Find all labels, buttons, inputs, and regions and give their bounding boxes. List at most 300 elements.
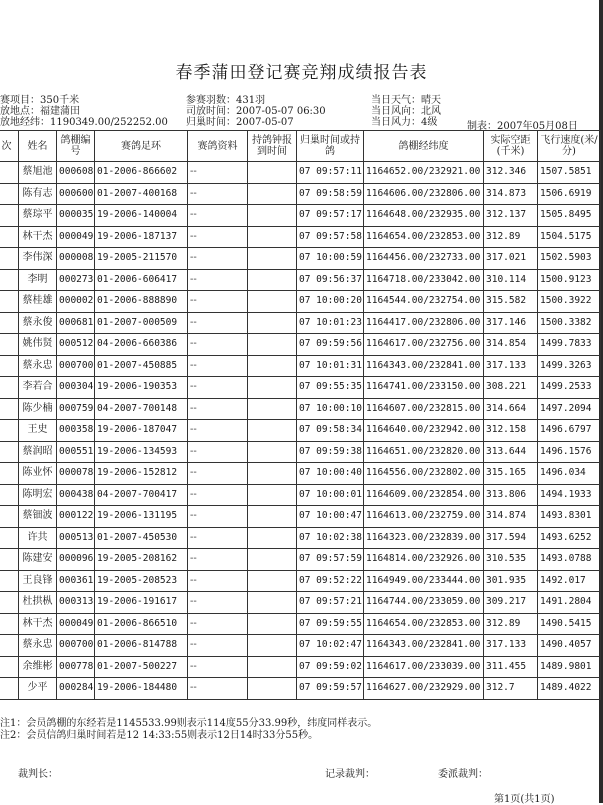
race-info-right (371, 95, 441, 128)
speed-cell: 1506.6919 (538, 183, 601, 205)
col-name: 姓名 (19, 131, 57, 162)
loft-id-cell: 000358 (57, 420, 95, 442)
loft-coords-cell: 1164741.00/233150.00 (364, 377, 484, 399)
loft-coords-cell: 1164456.00/232733.00 (364, 248, 484, 270)
name-cell: 王良锋 (19, 570, 57, 592)
loft-id-cell: 000778 (57, 656, 95, 678)
ring-cell: 19-2006-187137 (95, 226, 188, 248)
table-row (0, 377, 601, 399)
footnotes (0, 718, 377, 742)
arrival-time-cell: 07 09:59:38 (297, 441, 364, 463)
speed-cell: 1507.5851 (538, 162, 601, 184)
bird-info-cell: -- (188, 377, 248, 399)
name-cell: 林干杰 (19, 226, 57, 248)
speed-cell: 1492.017 (538, 570, 601, 592)
loft-coords-cell: 1164651.00/232820.00 (364, 441, 484, 463)
arrival-time-cell: 07 10:02:38 (297, 527, 364, 549)
arrival-time-cell: 07 09:59:57 (297, 678, 364, 700)
arrival-time-cell: 07 10:00:59 (297, 248, 364, 270)
distance-cell: 314.854 (484, 334, 538, 356)
bird-info-cell: -- (188, 592, 248, 614)
rank-cell (0, 248, 19, 270)
col-loft-id: 鸽棚编号 (57, 131, 95, 162)
table-row (0, 635, 601, 657)
bird-info-cell: -- (188, 463, 248, 485)
col-distance: 实际空距(千米) (484, 131, 538, 162)
bird-info-cell: -- (188, 162, 248, 184)
table-row (0, 420, 601, 442)
loft-coords-cell: 1164652.00/232921.00 (364, 162, 484, 184)
col-ring: 赛鸽足环 (95, 131, 188, 162)
rank-cell (0, 592, 19, 614)
bird-info-cell: -- (188, 527, 248, 549)
clock-time-cell (248, 527, 297, 549)
rank-cell (0, 183, 19, 205)
loft-coords-cell: 1164343.00/232841.00 (364, 355, 484, 377)
bird-info-cell: -- (188, 312, 248, 334)
distance-cell: 312.89 (484, 613, 538, 635)
ring-cell: 19-2006-140004 (95, 205, 188, 227)
table-maker-date: 制表：2007年05月08日 (467, 121, 578, 132)
clock-time-cell (248, 678, 297, 700)
ring-cell: 19-2005-208162 (95, 549, 188, 571)
clock-time-cell (248, 162, 297, 184)
rank-cell (0, 398, 19, 420)
loft-coords-cell: 1164613.00/232759.00 (364, 506, 484, 528)
rank-cell (0, 420, 19, 442)
loft-coords-cell: 1164343.00/232841.00 (364, 635, 484, 657)
chief-judge-signature: 裁判长： (18, 769, 58, 780)
name-cell: 陈业怀 (19, 463, 57, 485)
arrival-time-cell: 07 09:59:55 (297, 613, 364, 635)
speed-cell: 1497.2094 (538, 398, 601, 420)
loft-id-cell: 000700 (57, 355, 95, 377)
table-row (0, 398, 601, 420)
loft-coords-cell: 1164617.00/232756.00 (364, 334, 484, 356)
loft-id-cell: 000002 (57, 291, 95, 313)
table-row (0, 441, 601, 463)
ring-cell: 01-2006-866602 (95, 162, 188, 184)
name-cell: 少平 (19, 678, 57, 700)
distance-cell: 317.133 (484, 355, 538, 377)
ring-cell: 19-2006-134593 (95, 441, 188, 463)
ring-cell: 01-2007-000509 (95, 312, 188, 334)
distance-cell: 301.935 (484, 570, 538, 592)
table-row (0, 656, 601, 678)
loft-id-cell: 000700 (57, 635, 95, 657)
distance-cell: 312.89 (484, 226, 538, 248)
loft-id-cell: 000035 (57, 205, 95, 227)
ring-cell: 19-2006-190353 (95, 377, 188, 399)
rank-cell (0, 205, 19, 227)
bird-info-cell: -- (188, 570, 248, 592)
table-row (0, 678, 601, 700)
release-coordinates: 放地经纬：1190349.00/252252.00 (0, 117, 168, 128)
loft-coords-cell: 1164417.00/232806.00 (364, 312, 484, 334)
loft-id-cell: 000513 (57, 527, 95, 549)
loft-coords-cell: 1164607.00/232815.00 (364, 398, 484, 420)
speed-cell: 1493.0788 (538, 549, 601, 571)
bird-info-cell: -- (188, 506, 248, 528)
speed-cell: 1499.3263 (538, 355, 601, 377)
clock-time-cell (248, 291, 297, 313)
ring-cell: 19-2006-184480 (95, 678, 188, 700)
arrival-time-cell: 07 09:59:02 (297, 656, 364, 678)
table-row (0, 506, 601, 528)
name-cell: 李伟深 (19, 248, 57, 270)
rank-cell (0, 570, 19, 592)
loft-id-cell: 000681 (57, 312, 95, 334)
bird-info-cell: -- (188, 226, 248, 248)
name-cell: 姚伟贤 (19, 334, 57, 356)
arrival-time-cell: 07 10:00:10 (297, 398, 364, 420)
col-loft-coords: 鸽棚经纬度 (364, 131, 484, 162)
rank-cell (0, 355, 19, 377)
clock-time-cell (248, 570, 297, 592)
name-cell: 蔡永忠 (19, 635, 57, 657)
speed-cell: 1491.2804 (538, 592, 601, 614)
loft-coords-cell: 1164640.00/232942.00 (364, 420, 484, 442)
clock-time-cell (248, 484, 297, 506)
loft-coords-cell: 1164949.00/233444.00 (364, 570, 484, 592)
table-row (0, 463, 601, 485)
speed-cell: 1496.6797 (538, 420, 601, 442)
name-cell: 蔡琮平 (19, 205, 57, 227)
recorder-signature: 记录裁判： (325, 769, 375, 780)
rank-cell (0, 635, 19, 657)
loft-id-cell: 000284 (57, 678, 95, 700)
arrival-time-cell: 07 09:58:59 (297, 183, 364, 205)
arrival-time-cell: 07 09:55:35 (297, 377, 364, 399)
name-cell: 许共 (19, 527, 57, 549)
delegate-signature: 委派裁判： (438, 769, 488, 780)
rank-cell (0, 656, 19, 678)
ring-cell: 04-2006-660386 (95, 334, 188, 356)
distance-cell: 311.455 (484, 656, 538, 678)
table-row (0, 334, 601, 356)
bird-info-cell: -- (188, 420, 248, 442)
distance-cell: 312.346 (484, 162, 538, 184)
arrival-time-cell: 07 10:00:40 (297, 463, 364, 485)
speed-cell: 1489.4022 (538, 678, 601, 700)
table-row (0, 291, 601, 313)
arrival-time-cell: 07 10:01:31 (297, 355, 364, 377)
distance-cell: 312.7 (484, 678, 538, 700)
name-cell: 杜拱枞 (19, 592, 57, 614)
distance-cell: 317.021 (484, 248, 538, 270)
speed-cell: 1502.5903 (538, 248, 601, 270)
ring-cell: 01-2007-450885 (95, 355, 188, 377)
arrival-time-cell: 07 09:57:21 (297, 592, 364, 614)
clock-time-cell (248, 463, 297, 485)
name-cell: 陈建安 (19, 549, 57, 571)
rank-cell (0, 613, 19, 635)
loft-id-cell: 000273 (57, 269, 95, 291)
rank-cell (0, 334, 19, 356)
arrival-time-cell: 07 09:57:58 (297, 226, 364, 248)
distance-cell: 314.664 (484, 398, 538, 420)
clock-time-cell (248, 635, 297, 657)
speed-cell: 1504.5175 (538, 226, 601, 248)
ring-cell: 19-2005-208523 (95, 570, 188, 592)
speed-cell: 1490.4057 (538, 635, 601, 657)
rank-cell (0, 162, 19, 184)
arrival-time-cell: 07 09:57:11 (297, 162, 364, 184)
clock-time-cell (248, 441, 297, 463)
ring-cell: 01-2007-400168 (95, 183, 188, 205)
bird-info-cell: -- (188, 613, 248, 635)
ring-cell: 01-2007-500227 (95, 656, 188, 678)
distance-cell: 315.582 (484, 291, 538, 313)
ring-cell: 19-2005-211570 (95, 248, 188, 270)
loft-id-cell: 000313 (57, 592, 95, 614)
bird-info-cell: -- (188, 549, 248, 571)
table-row (0, 205, 601, 227)
name-cell: 陈少楠 (19, 398, 57, 420)
distance-cell: 309.217 (484, 592, 538, 614)
col-bird-info: 赛鸽资料 (188, 131, 248, 162)
name-cell: 蔡永忠 (19, 355, 57, 377)
results-body (0, 162, 601, 700)
release-location: 放地点：福建蒲田 (0, 106, 80, 117)
col-speed: 飞行速度(米/分) (538, 131, 601, 162)
clock-time-cell (248, 420, 297, 442)
col-clock-time: 持鸽钟报到时间 (248, 131, 297, 162)
name-cell: 陈有志 (19, 183, 57, 205)
loft-id-cell: 000078 (57, 463, 95, 485)
bird-info-cell: -- (188, 205, 248, 227)
clock-time-cell (248, 269, 297, 291)
loft-id-cell: 000049 (57, 613, 95, 635)
arrival-time-cell: 07 10:02:47 (297, 635, 364, 657)
bird-info-cell: -- (188, 398, 248, 420)
table-row (0, 248, 601, 270)
rank-cell (0, 527, 19, 549)
rank-cell (0, 549, 19, 571)
loft-coords-cell: 1164609.00/232854.00 (364, 484, 484, 506)
loft-id-cell: 000304 (57, 377, 95, 399)
distance-cell: 313.644 (484, 441, 538, 463)
distance-cell: 310.114 (484, 269, 538, 291)
arrival-time-cell: 07 09:52:22 (297, 570, 364, 592)
arrival-time-cell: 07 09:57:59 (297, 549, 364, 571)
arrival-time-cell: 07 09:59:56 (297, 334, 364, 356)
clock-time-cell (248, 656, 297, 678)
ring-cell: 19-2006-191617 (95, 592, 188, 614)
name-cell: 蔡桂雄 (19, 291, 57, 313)
race-distance: 赛项目：350千米 (0, 95, 80, 106)
loft-coords-cell: 1164648.00/232935.00 (364, 205, 484, 227)
bird-info-cell: -- (188, 678, 248, 700)
loft-id-cell: 000361 (57, 570, 95, 592)
clock-time-cell (248, 183, 297, 205)
clock-time-cell (248, 248, 297, 270)
arrival-time-cell: 07 10:01:23 (297, 312, 364, 334)
name-cell: 王史 (19, 420, 57, 442)
speed-cell: 1505.8495 (538, 205, 601, 227)
loft-coords-cell: 1164718.00/233042.00 (364, 269, 484, 291)
speed-cell: 1500.3382 (538, 312, 601, 334)
col-arrival-time: 归巢时间或持鸽 (297, 131, 364, 162)
loft-coords-cell: 1164744.00/233059.00 (364, 592, 484, 614)
release-time: 司放时间：2007-05-07 06:30 (186, 106, 326, 117)
distance-cell: 314.874 (484, 506, 538, 528)
rank-cell (0, 678, 19, 700)
return-date: 归巢时间：2007-05-07 (186, 117, 294, 128)
name-cell: 余维彬 (19, 656, 57, 678)
table-row (0, 226, 601, 248)
rank-cell (0, 291, 19, 313)
ring-cell: 01-2006-888890 (95, 291, 188, 313)
ring-cell: 01-2007-450530 (95, 527, 188, 549)
table-row (0, 162, 601, 184)
ring-cell: 04-2007-700148 (95, 398, 188, 420)
loft-id-cell: 000608 (57, 162, 95, 184)
ring-cell: 04-2007-700417 (95, 484, 188, 506)
distance-cell: 308.221 (484, 377, 538, 399)
table-row (0, 570, 601, 592)
loft-coords-cell: 1164814.00/232926.00 (364, 549, 484, 571)
table-row (0, 527, 601, 549)
ring-cell: 01-2006-866510 (95, 613, 188, 635)
distance-cell: 317.146 (484, 312, 538, 334)
bird-info-cell: -- (188, 291, 248, 313)
loft-id-cell: 000600 (57, 183, 95, 205)
speed-cell: 1489.9801 (538, 656, 601, 678)
clock-time-cell (248, 312, 297, 334)
speed-cell: 1500.3922 (538, 291, 601, 313)
loft-coords-cell: 1164544.00/232754.00 (364, 291, 484, 313)
table-row (0, 549, 601, 571)
rank-cell (0, 506, 19, 528)
distance-cell: 317.133 (484, 635, 538, 657)
loft-coords-cell: 1164606.00/232806.00 (364, 183, 484, 205)
name-cell: 陈明宏 (19, 484, 57, 506)
rank-cell (0, 269, 19, 291)
loft-id-cell: 000551 (57, 441, 95, 463)
rank-cell (0, 312, 19, 334)
loft-coords-cell: 1164654.00/232853.00 (364, 613, 484, 635)
name-cell: 蔡旭池 (19, 162, 57, 184)
loft-id-cell: 000122 (57, 506, 95, 528)
clock-time-cell (248, 377, 297, 399)
arrival-time-cell: 07 10:00:47 (297, 506, 364, 528)
loft-id-cell: 000512 (57, 334, 95, 356)
clock-time-cell (248, 549, 297, 571)
loft-id-cell: 000759 (57, 398, 95, 420)
arrival-time-cell: 07 09:56:37 (297, 269, 364, 291)
loft-id-cell: 000438 (57, 484, 95, 506)
ring-cell: 19-2006-131195 (95, 506, 188, 528)
col-rank: 次 (0, 131, 19, 162)
clock-time-cell (248, 226, 297, 248)
clock-time-cell (248, 613, 297, 635)
speed-cell: 1496.034 (538, 463, 601, 485)
rank-cell (0, 377, 19, 399)
distance-cell: 317.594 (484, 527, 538, 549)
bird-info-cell: -- (188, 484, 248, 506)
loft-id-cell: 000049 (57, 226, 95, 248)
ring-cell: 19-2006-152812 (95, 463, 188, 485)
clock-time-cell (248, 398, 297, 420)
speed-cell: 1499.7833 (538, 334, 601, 356)
distance-cell: 315.165 (484, 463, 538, 485)
ring-cell: 01-2006-606417 (95, 269, 188, 291)
name-cell: 蔡钿波 (19, 506, 57, 528)
footnote-1: 注1：会员鸽棚的东经若是1145533.99则表示114度55分33.99秒，纬度同样表示。 (0, 718, 378, 729)
loft-id-cell: 000096 (57, 549, 95, 571)
arrival-time-cell: 07 10:00:20 (297, 291, 364, 313)
bird-info-cell: -- (188, 334, 248, 356)
speed-cell: 1493.8301 (538, 506, 601, 528)
bird-info-cell: -- (188, 635, 248, 657)
speed-cell: 1496.1576 (538, 441, 601, 463)
bird-info-cell: -- (188, 441, 248, 463)
table-row (0, 312, 601, 334)
clock-time-cell (248, 205, 297, 227)
ring-cell: 01-2006-814788 (95, 635, 188, 657)
ring-cell: 19-2006-187047 (95, 420, 188, 442)
rank-cell (0, 441, 19, 463)
speed-cell: 1493.6252 (538, 527, 601, 549)
arrival-time-cell: 07 09:57:17 (297, 205, 364, 227)
page-title: 春季蒲田登记赛竞翔成绩报告表 (175, 63, 428, 83)
entry-count: 参赛羽数：431羽 (186, 95, 266, 106)
clock-time-cell (248, 506, 297, 528)
distance-cell: 312.137 (484, 205, 538, 227)
name-cell: 蔡永俊 (19, 312, 57, 334)
table-row (0, 269, 601, 291)
bird-info-cell: -- (188, 656, 248, 678)
rank-cell (0, 484, 19, 506)
name-cell: 李明 (19, 269, 57, 291)
speed-cell: 1494.1933 (538, 484, 601, 506)
arrival-time-cell: 07 10:00:01 (297, 484, 364, 506)
distance-cell: 312.158 (484, 420, 538, 442)
race-info-left (0, 95, 168, 128)
clock-time-cell (248, 355, 297, 377)
speed-cell: 1499.2533 (538, 377, 601, 399)
footnote-2: 注2：会员信鸽归巢时间若是12 14:33:55则表示12日14时33分55秒。 (0, 730, 319, 741)
bird-info-cell: -- (188, 183, 248, 205)
rank-cell (0, 463, 19, 485)
wind-force: 当日风力：4级 (371, 117, 438, 128)
name-cell: 李若合 (19, 377, 57, 399)
bird-info-cell: -- (188, 355, 248, 377)
distance-cell: 314.873 (484, 183, 538, 205)
clock-time-cell (248, 592, 297, 614)
loft-coords-cell: 1164617.00/233039.00 (364, 656, 484, 678)
speed-cell: 1500.9123 (538, 269, 601, 291)
distance-cell: 310.535 (484, 549, 538, 571)
weather: 当日天气：晴天 (371, 95, 441, 106)
loft-coords-cell: 1164654.00/232853.00 (364, 226, 484, 248)
loft-coords-cell: 1164323.00/232839.00 (364, 527, 484, 549)
page-number: 第1页(共1页) (494, 794, 555, 805)
table-row (0, 355, 601, 377)
loft-coords-cell: 1164556.00/232802.00 (364, 463, 484, 485)
bird-info-cell: -- (188, 248, 248, 270)
race-info-mid (186, 95, 326, 128)
name-cell: 蔡润昭 (19, 441, 57, 463)
table-row (0, 592, 601, 614)
loft-coords-cell: 1164627.00/232929.00 (364, 678, 484, 700)
name-cell: 林干杰 (19, 613, 57, 635)
speed-cell: 1490.5415 (538, 613, 601, 635)
results-table (0, 130, 601, 700)
loft-id-cell: 000008 (57, 248, 95, 270)
table-header-row (0, 131, 601, 162)
